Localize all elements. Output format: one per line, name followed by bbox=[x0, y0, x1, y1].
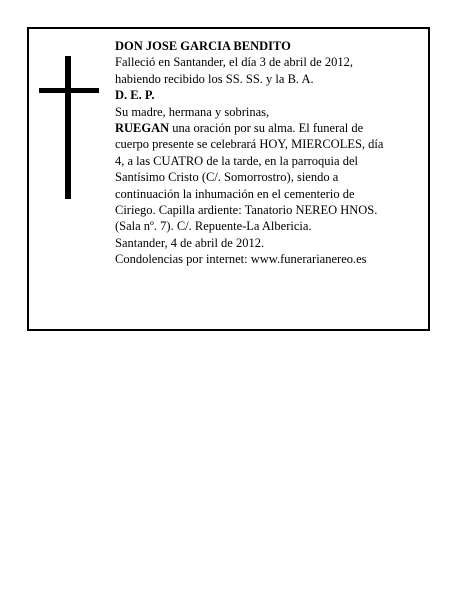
cross-icon bbox=[39, 56, 99, 199]
obituary-notice bbox=[27, 27, 430, 331]
request-text: una oración por su alma. El funeral de cuerpo presente se celebrará HOY, MIERCOLES, día 4, a las CUATRO de la tarde, en la parroquia del Santísimo Cristo (C/. Somorrostro), siendo a continuación la inhumación en el cementerio de Ciriego. Capilla ardiente: Tanatorio NEREO HNOS. (Sala nº. 7). C/. Repuente-La Albericia. bbox=[115, 121, 384, 234]
death-info: Falleció en Santander, el día 3 de abril de 2012, habiendo recibido los SS. SS. y la B. A. bbox=[115, 55, 353, 86]
deceased-name: DON JOSE GARCIA BENDITO bbox=[115, 39, 291, 53]
rest-in-peace: D. E. P. bbox=[115, 88, 155, 103]
request-word: RUEGAN bbox=[115, 121, 170, 136]
request-paragraph bbox=[115, 120, 420, 235]
notice-text bbox=[115, 38, 420, 268]
cross-horizontal-bar bbox=[39, 88, 99, 93]
family-line: Su madre, hermana y sobrinas, bbox=[115, 104, 270, 119]
cross-vertical-bar bbox=[65, 56, 71, 199]
condolences-line: Condolencias por internet: www.funerarianereo.es bbox=[115, 252, 367, 267]
place-date: Santander, 4 de abril de 2012. bbox=[115, 235, 265, 250]
